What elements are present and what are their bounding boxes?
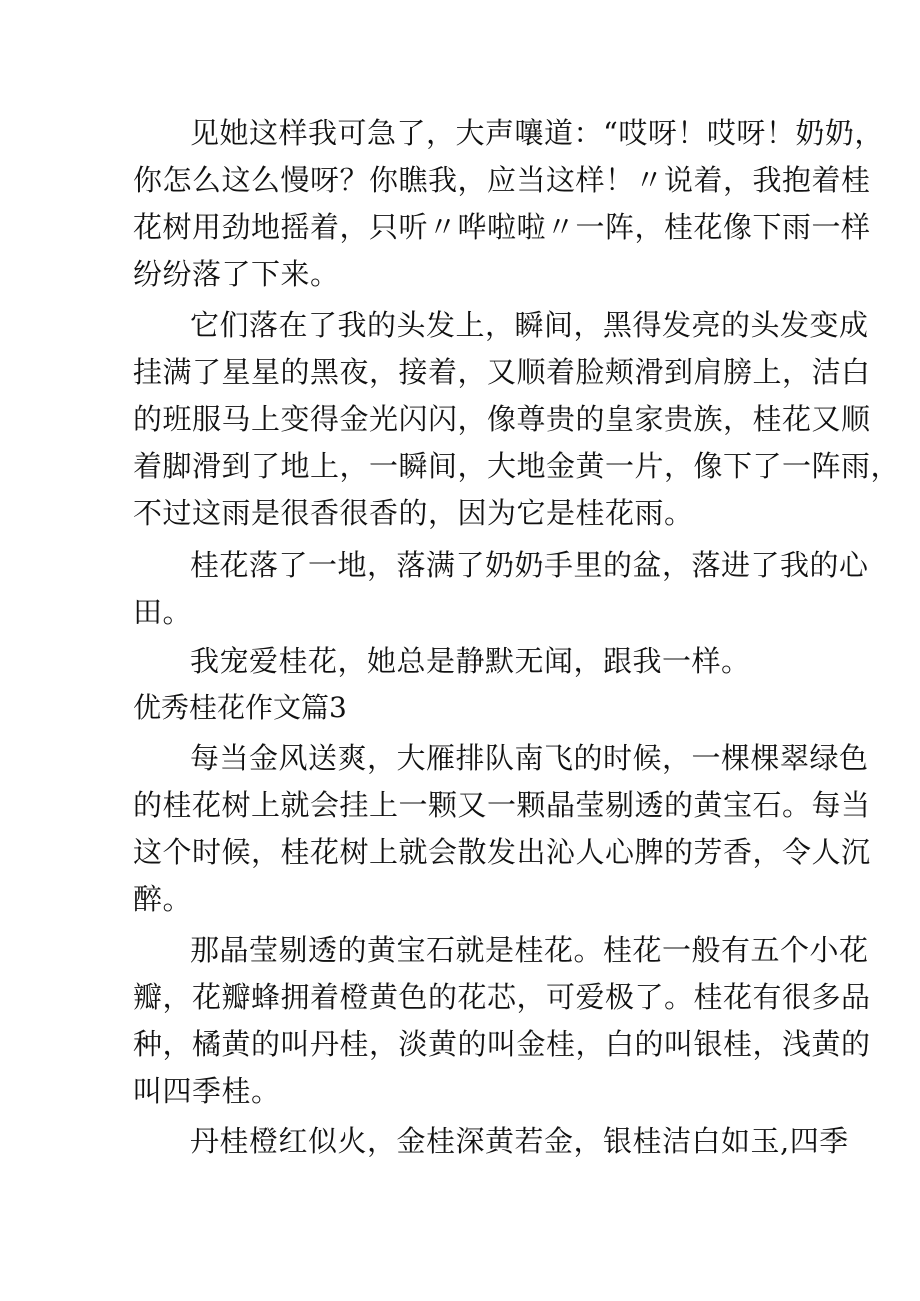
text-line: 叫四季桂。 — [133, 1074, 281, 1108]
text-line: 的班服马上变得金光闪闪，像尊贵的皇家贵族，桂花又顺 — [133, 402, 871, 436]
text-line: 这个时候，桂花树上就会散发出沁人心脾的芳香，令人沉 — [133, 835, 871, 869]
text-line: 那晶莹剔透的黄宝石就是桂花。桂花一般有五个小花 — [190, 933, 869, 967]
text-line: 醉。 — [133, 882, 193, 916]
text-line: 它们落在了我的头发上，瞬间，黑得发亮的头发变成 — [190, 308, 869, 342]
text-line: 不过这雨是很香很香的，因为它是桂花雨。 — [133, 496, 694, 530]
section-heading: 优秀桂花作文篇3 — [133, 691, 347, 724]
text-line: 着脚滑到了地上，一瞬间，大地金黄一片，像下了一阵雨， — [133, 449, 901, 483]
text-line: 每当金风送爽，大雁排队南飞的时候，一棵棵翠绿色 — [190, 741, 869, 775]
text-line: 我宠爱桂花，她总是静默无闻，跟我一样。 — [190, 644, 751, 678]
text-line: 花树用劲地摇着，只听〃哗啦啦〃一阵，桂花像下雨一样 — [133, 210, 871, 244]
text-line: 种，橘黄的叫丹桂，淡黄的叫金桂，白的叫银桂，浅黄的 — [133, 1027, 871, 1061]
text-line: 你怎么这么慢呀？你瞧我，应当这样！〃说着，我抱着桂 — [133, 163, 871, 197]
text-line: 丹桂橙红似火，金桂深黄若金，银桂洁白如玉,四季 — [190, 1124, 849, 1158]
text-line: 瓣，花瓣蜂拥着橙黄色的花芯，可爱极了。桂花有很多品 — [133, 980, 871, 1014]
text-line: 的桂花树上就会挂上一颗又一颗晶莹剔透的黄宝石。每当 — [133, 788, 871, 822]
text-line: 纷纷落了下来。 — [133, 257, 340, 291]
text-line: 桂花落了一地，落满了奶奶手里的盆，落进了我的心 — [190, 548, 869, 582]
text-line: 田。 — [133, 595, 193, 629]
text-line: 见她这样我可急了，大声嚷道：“哎呀！哎呀！奶奶， — [190, 116, 884, 150]
text-line: 挂满了星星的黑夜，接着，又顺着脸颊滑到肩膀上，洁白 — [133, 355, 871, 389]
